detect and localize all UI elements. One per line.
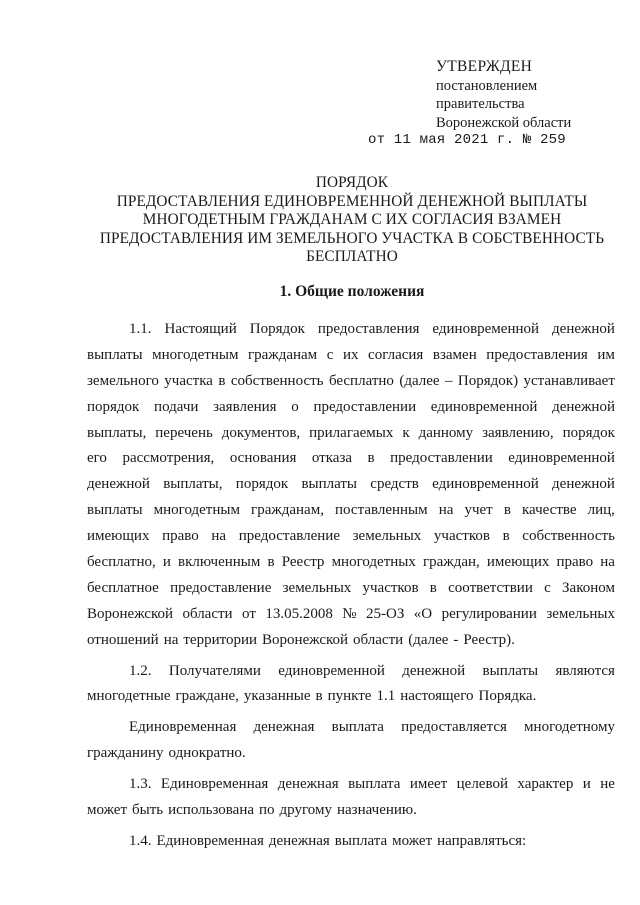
body-word: включенным bbox=[178, 554, 261, 571]
body-word: в bbox=[429, 579, 437, 596]
body-word: 25-ОЗ bbox=[366, 605, 405, 622]
body-word: выплаты bbox=[482, 662, 539, 679]
body-word: области bbox=[182, 605, 233, 622]
body-word: целевой bbox=[456, 776, 508, 793]
body-word: предоставление bbox=[238, 528, 340, 545]
approval-block bbox=[436, 58, 636, 132]
body-word: в bbox=[218, 372, 226, 389]
body-word: их bbox=[342, 346, 359, 363]
body-word: денежной bbox=[552, 321, 615, 337]
body-word: выплата bbox=[334, 832, 388, 849]
body-word: назначению. bbox=[336, 802, 417, 819]
body-word: на bbox=[211, 528, 227, 545]
body-word: использована bbox=[168, 802, 255, 819]
body-word: предоставления bbox=[317, 321, 420, 337]
body-word: 1.1. bbox=[129, 321, 152, 337]
body-word: многодетному bbox=[524, 719, 615, 736]
title-line: ПРЕДОСТАВЛЕНИЯ ИМ ЗЕМЕЛЬНОГО УЧАСТКА В СОБСТВЕННОСТЬ bbox=[99, 229, 605, 247]
body-word: выплата bbox=[348, 776, 401, 793]
body-word: средств bbox=[370, 476, 419, 493]
body-word: основания bbox=[229, 450, 297, 467]
approval-line: Воронежской области bbox=[436, 114, 572, 131]
body-word: регулировании bbox=[441, 605, 537, 622]
approval-line: правительства bbox=[436, 96, 525, 112]
body-word: пункте bbox=[327, 688, 372, 705]
body-word: денежная bbox=[268, 832, 330, 849]
body-word: право bbox=[162, 528, 199, 545]
body-word: Порядка. bbox=[478, 688, 537, 705]
body-word: предоставлении bbox=[390, 450, 493, 467]
body-line bbox=[87, 772, 615, 798]
document-title bbox=[92, 174, 612, 267]
body-word: Законом bbox=[562, 579, 615, 596]
body-word: прилагаемых bbox=[309, 424, 394, 441]
body-line bbox=[87, 317, 615, 343]
body-word: на bbox=[163, 631, 179, 648]
body-line bbox=[87, 524, 615, 550]
body-word: настоящего bbox=[400, 688, 474, 705]
body-word: быть bbox=[132, 802, 164, 819]
body-word: однократно. bbox=[168, 745, 246, 762]
body-word: имеющих bbox=[486, 554, 550, 571]
body-word: 1.1 bbox=[376, 688, 396, 705]
body-line bbox=[87, 659, 615, 685]
body-word: - bbox=[453, 631, 459, 648]
body-word: бесплатно, bbox=[87, 554, 156, 571]
body-word: Получателями bbox=[168, 662, 261, 679]
body-line bbox=[87, 395, 615, 421]
body-line bbox=[87, 576, 615, 602]
body-word: области bbox=[353, 631, 404, 648]
body-word: граждан, bbox=[423, 554, 480, 571]
body-word: Единовременная bbox=[156, 832, 264, 849]
body-word: Порядок) bbox=[457, 372, 519, 389]
approval-date: от 11 мая 2021 г. № 259 bbox=[368, 132, 566, 148]
body-word: учет bbox=[464, 502, 493, 519]
body-word: бесплатное bbox=[87, 579, 159, 596]
body-line bbox=[87, 829, 615, 855]
title-line: ПРЕДОСТАВЛЕНИЯ ЕДИНОВРЕМЕННОЙ ДЕНЕЖНОЙ ВЫПЛАТЫ bbox=[116, 192, 588, 210]
body-word: отказа bbox=[311, 450, 353, 467]
body-line bbox=[87, 741, 615, 767]
body-word: право bbox=[556, 554, 594, 571]
body-line bbox=[87, 684, 615, 710]
body-word: может bbox=[87, 802, 127, 819]
body-word: документов, bbox=[221, 424, 301, 441]
body-word: земельных bbox=[546, 605, 615, 622]
body-word: собственность bbox=[230, 372, 324, 389]
body-line bbox=[87, 628, 615, 654]
body-word: отношений bbox=[87, 631, 159, 648]
body-word: многодетным bbox=[152, 346, 239, 363]
body-word: с bbox=[544, 579, 551, 596]
body-line bbox=[87, 715, 615, 741]
body-word: выплаты bbox=[301, 476, 358, 493]
body-word: многодетным bbox=[153, 502, 240, 519]
body-word: Порядок bbox=[249, 321, 305, 337]
body-word: бесплатно bbox=[328, 372, 394, 389]
body-word: «О bbox=[413, 605, 433, 622]
body-line bbox=[87, 472, 615, 498]
body-line bbox=[87, 798, 615, 824]
body-line bbox=[87, 602, 615, 628]
body-word: имеет bbox=[409, 776, 448, 793]
body-word: заявления bbox=[213, 398, 277, 415]
body-word: земельных bbox=[352, 528, 422, 545]
body-word: выплаты, bbox=[87, 424, 147, 441]
title-line: БЕСПЛАТНО bbox=[306, 248, 398, 266]
body-word: в bbox=[315, 688, 323, 705]
body-word: участков bbox=[362, 579, 419, 596]
body-word: по bbox=[259, 802, 275, 819]
body-word: денежной bbox=[552, 398, 615, 415]
body-word: от bbox=[242, 605, 256, 622]
body-word: собственность bbox=[522, 528, 615, 545]
body-word: перечень bbox=[155, 424, 213, 441]
body-word: выплаты bbox=[87, 346, 143, 363]
body-word: им bbox=[597, 346, 615, 363]
body-word: поставленным bbox=[335, 502, 428, 519]
body-word: устанавливает bbox=[523, 372, 615, 389]
body-word: к bbox=[402, 424, 410, 441]
body-word: его bbox=[87, 450, 107, 467]
body-word: предоставлении bbox=[313, 398, 417, 415]
body-word: на bbox=[438, 502, 454, 519]
approval-line: постановлением bbox=[436, 77, 538, 94]
body-word: многодетные bbox=[87, 688, 171, 705]
body-word: денежной bbox=[87, 476, 150, 493]
body-word: Единовременная bbox=[160, 776, 269, 793]
body-word: гражданину bbox=[87, 745, 164, 762]
body-word: и bbox=[582, 776, 591, 793]
body-word: 13.05.2008 bbox=[265, 605, 333, 622]
approval-heading: УТВЕРЖДЕН bbox=[436, 58, 533, 75]
body-word: единовременной bbox=[508, 450, 615, 467]
body-line bbox=[87, 421, 615, 447]
body-line bbox=[87, 343, 615, 369]
body-line bbox=[87, 498, 615, 524]
body-word: имеющих bbox=[87, 528, 150, 545]
body-word: лиц, bbox=[587, 502, 615, 519]
body-word: качестве bbox=[521, 502, 577, 519]
body-word: другому bbox=[279, 802, 332, 819]
body-word: Воронежской bbox=[87, 605, 173, 622]
body-word: в bbox=[267, 554, 275, 571]
body-line bbox=[87, 446, 615, 472]
body-word: взамен bbox=[432, 346, 477, 363]
body-word: не bbox=[600, 776, 615, 793]
body-word: Реестр bbox=[281, 554, 325, 571]
body-word: рассмотрения, bbox=[122, 450, 215, 467]
body-word: денежная bbox=[277, 776, 339, 793]
body-word: Настоящий bbox=[164, 321, 237, 337]
body-word: (далее bbox=[408, 631, 449, 648]
body-word: являются bbox=[555, 662, 615, 679]
body-word: порядок bbox=[87, 398, 140, 415]
body-word: подачи bbox=[154, 398, 199, 415]
body-word: единовременной bbox=[430, 398, 538, 415]
body-word: денежной bbox=[552, 476, 615, 493]
body-word: Единовременная bbox=[129, 719, 237, 736]
body-word: земельных bbox=[282, 579, 352, 596]
body-word: в bbox=[502, 528, 510, 545]
body-word: предоставление bbox=[170, 579, 272, 596]
body-word: единовременной bbox=[432, 321, 540, 337]
body-word: указанные bbox=[243, 688, 311, 705]
section-heading: 1. Общие положения bbox=[279, 283, 425, 300]
body-word: в bbox=[503, 502, 511, 519]
body-word: с bbox=[326, 346, 334, 363]
body-word: гражданам bbox=[248, 346, 318, 363]
body-text bbox=[87, 317, 615, 855]
body-word: порядок bbox=[562, 424, 615, 441]
body-word: выплаты, bbox=[163, 476, 223, 493]
body-word: гражданам, bbox=[251, 502, 324, 519]
body-word: и bbox=[162, 554, 171, 571]
body-word: предоставляется bbox=[401, 719, 507, 736]
body-word: в bbox=[367, 450, 375, 467]
body-word: выплаты bbox=[87, 502, 143, 519]
body-word: может bbox=[392, 832, 433, 849]
body-word: единовременной bbox=[278, 662, 385, 679]
body-word: 1.3. bbox=[129, 776, 152, 793]
body-word: земельного bbox=[87, 372, 159, 389]
body-word: участка bbox=[164, 372, 213, 389]
body-word: 1.4. bbox=[129, 832, 152, 849]
title-line: МНОГОДЕТНЫМ ГРАЖДАНАМ С ИХ СОГЛАСИЯ ВЗАМЕН bbox=[142, 211, 562, 229]
body-word: единовременной bbox=[432, 476, 539, 493]
body-word: территории bbox=[183, 631, 258, 648]
body-line bbox=[87, 550, 615, 576]
body-word: о bbox=[291, 398, 299, 415]
body-word: Реестр). bbox=[463, 631, 515, 648]
body-word: Воронежской bbox=[262, 631, 349, 648]
body-word: согласия bbox=[368, 346, 424, 363]
body-word: 1.2. bbox=[129, 662, 152, 679]
body-word: денежная bbox=[253, 719, 315, 736]
body-word: данному bbox=[418, 424, 474, 441]
body-word: соответствии bbox=[448, 579, 533, 596]
body-word: денежной bbox=[402, 662, 466, 679]
body-line bbox=[87, 369, 615, 395]
body-word: № bbox=[342, 605, 357, 622]
body-word: на bbox=[600, 554, 615, 571]
body-word: (далее bbox=[399, 372, 440, 389]
body-word: направляться: bbox=[437, 832, 527, 849]
body-word: – bbox=[445, 372, 453, 389]
body-word: порядок bbox=[235, 476, 289, 493]
body-word: участков bbox=[433, 528, 490, 545]
body-word: предоставления bbox=[486, 346, 588, 363]
body-word: характер bbox=[517, 776, 574, 793]
body-word: выплата bbox=[331, 719, 384, 736]
body-word: многодетных bbox=[331, 554, 416, 571]
body-word: заявлению, bbox=[482, 424, 554, 441]
body-word: граждане, bbox=[175, 688, 239, 705]
title-line: ПОРЯДОК bbox=[315, 174, 389, 191]
